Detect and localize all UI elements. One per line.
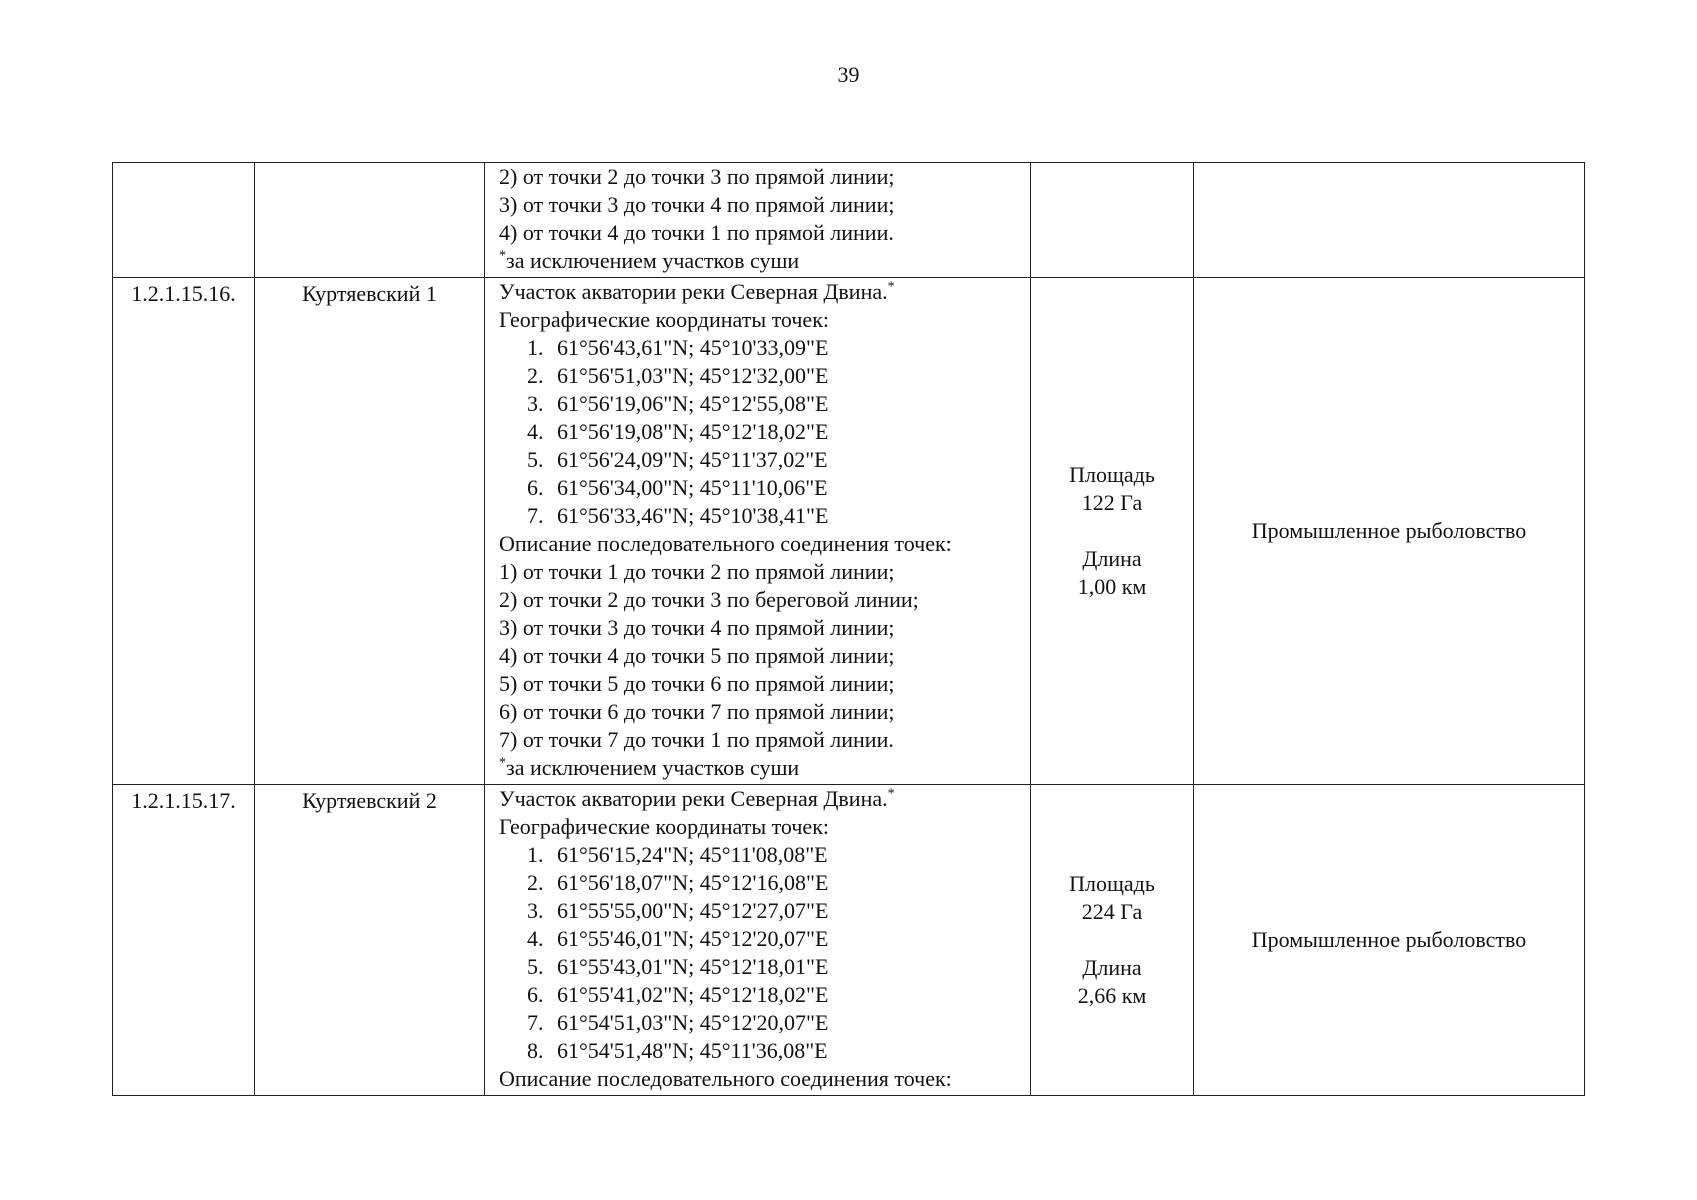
coordinate-item: 3. 61°55'55,00"N; 45°12'27,07"E <box>527 898 829 923</box>
length-label: Длина <box>1082 955 1142 980</box>
footnote-line <box>499 754 1030 782</box>
connection-line: 1) от точки 1 до точки 2 по прямой линии; <box>499 559 895 584</box>
coordinate-item: 1. 61°56'43,61"N; 45°10'33,09"E <box>527 335 829 360</box>
use-type: Промышленное рыболовство <box>1251 518 1527 543</box>
spacer <box>1031 926 1193 954</box>
coordinate-item: 6. 61°55'41,02"N; 45°12'18,02"E <box>527 982 829 1007</box>
connection-line: 2) от точки 2 до точки 3 по береговой линии; <box>499 587 919 612</box>
footnote-line <box>499 247 1030 275</box>
connection-heading: Описание последовательного соединения точек: <box>499 1066 952 1091</box>
area-label: Площадь <box>1069 462 1155 487</box>
coordinate-item: 4. 61°56'19,08"N; 45°12'18,02"E <box>527 419 829 444</box>
coordinate-item: 6. 61°56'34,00"N; 45°11'10,06"E <box>527 475 828 500</box>
spacer <box>1031 517 1193 545</box>
coordinate-item: 3. 61°56'19,06"N; 45°12'55,08"E <box>527 391 829 416</box>
length-value: 1,00 км <box>1077 574 1147 599</box>
page-number: 39 <box>837 62 860 87</box>
coordinate-item: 4. 61°55'46,01"N; 45°12'20,07"E <box>527 926 829 951</box>
area-title: Участок акватории реки Северная Двина.* <box>499 786 895 811</box>
cell-description <box>485 278 1031 785</box>
connection-line: 4) от точки 4 до точки 5 по прямой линии; <box>499 643 895 668</box>
connection-line: 3) от точки 3 до точки 4 по прямой линии; <box>499 192 895 217</box>
coordinate-item: 2. 61°56'51,03"N; 45°12'32,00"E <box>527 363 829 388</box>
cell-size-empty <box>1031 163 1194 278</box>
table-row <box>113 785 1585 1096</box>
cell-size <box>1031 785 1194 1096</box>
footnote-marker: * <box>887 279 895 295</box>
cell-description <box>485 785 1031 1096</box>
cell-number-empty <box>113 163 255 278</box>
connection-line: 2) от точки 2 до точки 3 по прямой линии; <box>499 164 895 189</box>
use-type: Промышленное рыболовство <box>1251 927 1527 952</box>
connection-line: 7) от точки 7 до точки 1 по прямой линии. <box>499 727 894 752</box>
coordinate-item: 7. 61°56'33,46"N; 45°10'38,41"E <box>527 503 829 528</box>
area-value: 224 Га <box>1081 899 1143 924</box>
table-row <box>113 278 1585 785</box>
length-value: 2,66 км <box>1077 983 1147 1008</box>
cell-use-empty <box>1194 163 1585 278</box>
area-name: Куртяевский 2 <box>255 785 485 1096</box>
coordinate-item: 8. 61°54'51,48"N; 45°11'36,08"E <box>527 1038 828 1063</box>
cell-name-empty <box>255 163 485 278</box>
cell-size <box>1031 278 1194 785</box>
connection-line: 3) от точки 3 до точки 4 по прямой линии; <box>499 615 895 640</box>
coordinate-item: 2. 61°56'18,07"N; 45°12'16,08"E <box>527 870 829 895</box>
footnote-marker: * <box>499 755 506 771</box>
cell-use <box>1194 278 1585 785</box>
coords-heading: Географические координаты точек: <box>499 307 829 332</box>
footnote-text: за исключением участков суши <box>506 755 800 780</box>
length-label: Длина <box>1082 546 1142 571</box>
coordinate-item: 5. 61°56'24,09"N; 45°11'37,02"E <box>527 447 828 472</box>
fishing-areas-table <box>112 162 1585 1096</box>
coords-heading: Географические координаты точек: <box>499 814 829 839</box>
connection-heading: Описание последовательного соединения точек: <box>499 531 952 556</box>
table-row-continuation <box>113 163 1585 278</box>
coordinate-item: 1. 61°56'15,24"N; 45°11'08,08"E <box>527 842 828 867</box>
footnote-marker: * <box>499 248 506 264</box>
cell-description <box>485 163 1031 278</box>
area-label: Площадь <box>1069 871 1155 896</box>
area-name: Куртяевский 1 <box>255 278 485 785</box>
connection-line: 4) от точки 4 до точки 1 по прямой линии. <box>499 220 894 245</box>
row-number: 1.2.1.15.16. <box>113 278 255 785</box>
coordinate-item: 7. 61°54'51,03"N; 45°12'20,07"E <box>527 1010 829 1035</box>
row-number: 1.2.1.15.17. <box>113 785 255 1096</box>
area-value: 122 Га <box>1081 490 1143 515</box>
footnote-marker: * <box>887 786 895 802</box>
area-title: Участок акватории реки Северная Двина.* <box>499 279 895 304</box>
cell-use <box>1194 785 1585 1096</box>
coordinate-item: 5. 61°55'43,01"N; 45°12'18,01"E <box>527 954 829 979</box>
connection-line: 5) от точки 5 до точки 6 по прямой линии; <box>499 671 895 696</box>
footnote-text: за исключением участков суши <box>506 248 800 273</box>
connection-line: 6) от точки 6 до точки 7 по прямой линии; <box>499 699 895 724</box>
